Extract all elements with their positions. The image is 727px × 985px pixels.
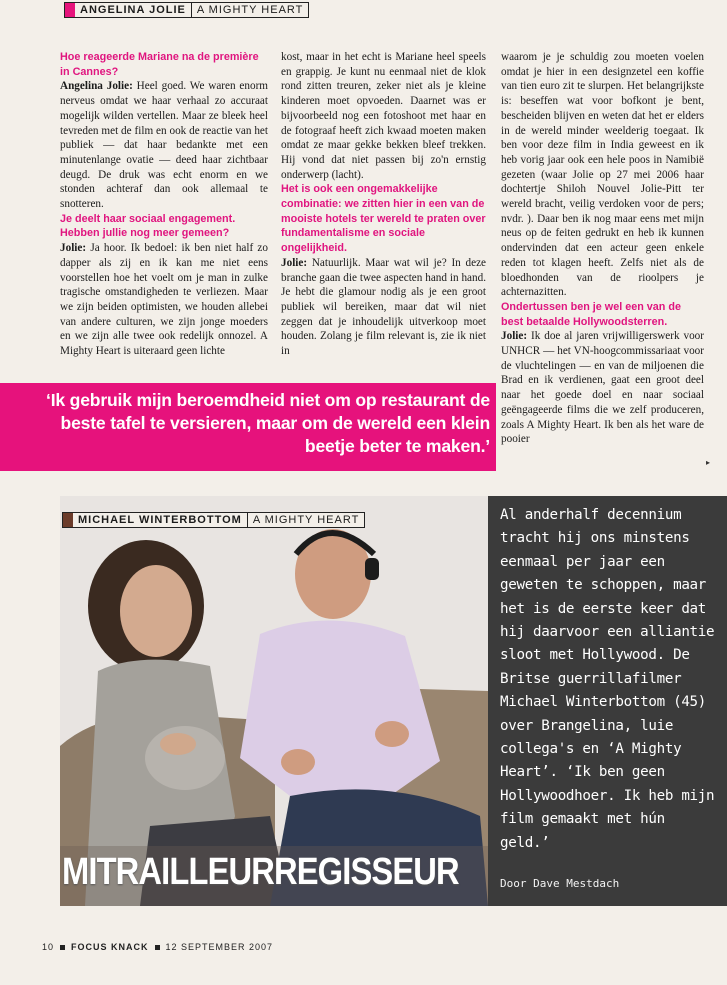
speaker-label: Jolie: [60, 242, 87, 255]
body-paragraph: waarom je je schuldig zou moeten voelen omdat je hier in een designzetel een koffie van tien euro zit te slurpen. Het belangrijkste is: beseffen wat voor bofkont je bent, bescheiden blijven en weten dat het er elders in de wereld minder weelderig toegaat. Ik ben voor deze film in India geweest en ik heb vorig jaar ook een hele poos in Namibië gezeten (waar Jolie op 27 mei 2006 haar dochtertje Shiloh Nouvel Jolie-Pitt ter wereld bracht, veilig verdoken voor de pers; nvdr. ). Daar ben ik nog maar eens met mijn neus op de feiten gedrukt en heb ik kunnen ondervinden dat een acteur geen enkele reden tot klagen heeft. Zelfs niet als de bloedhonden van de rioolpers je achternazitten. [501, 51, 704, 299]
magazine-name: FOCUS KNACK [71, 942, 149, 952]
article-column-3 [501, 50, 704, 447]
interview-question: Ondertussen ben je wel een van de best betaalde Hollywoodsterren. [501, 300, 682, 328]
answer-text: Ik doe al jaren vrijwilligerswerk voor UNHCR — het VN-hoogcommissariaat voor de vluchtelingen — en van de miljoenen die Brad en ik verdienen, gaat een groot deel naar het goede doel en naar sociaal geëngageerde films die we zelf produceren, zoals A Mighty Heart. Ik ben als het ware de pooier [501, 330, 704, 446]
continue-arrow-icon: ▸ [706, 458, 711, 467]
subheader-color-square [63, 513, 73, 527]
interview-answer [501, 329, 704, 447]
photo-illustration [60, 496, 488, 906]
body-paragraph: kost, maar in het echt is Mariane heel speels en grappig. Je kunt nu eenmaal niet de klok rond zitten treuren, zeker niet als je kleine kinderen moet opvoeden. Daarnet was er bijvoorbeeld nog een fotoshoot met haar en de fotograaf heeft zich kwaad moeten maken omdat ze maar gekke bekken bleef trekken. Hij vond dat niet passen bij zo'n ernstig onderwerp (lacht). [281, 51, 486, 181]
subheader-title: A MIGHTY HEART [252, 514, 360, 526]
page-footer [42, 942, 273, 952]
article-headline: MITRAILLEURREGISSEUR [62, 851, 459, 893]
article-column-2 [281, 50, 486, 359]
answer-text: Ja hoor. Ik bedoel: ik ben niet half zo dapper als zij en ik kan me niet eens voorstellen hoe het voelt om je man in zulke tragische omstandigheden te verliezen. Maar we zijn beiden optimisten, we houden allebei van andere culturen, we zijn jonge moeders en we zijn alle twee ook redelijk onnozel. A Mighty Heart is uiteraard geen lichte [60, 242, 268, 358]
interview-header [62, 512, 365, 528]
interview-question: Je deelt haar sociaal engagement. Hebben jullie nog meer gemeen? [60, 212, 236, 240]
speaker-label: Jolie: [281, 256, 308, 269]
interview-answer [60, 79, 268, 211]
header-title: A MIGHTY HEART [196, 4, 304, 16]
interview-photo [60, 496, 488, 906]
pull-quote-text: ‘Ik gebruik mijn beroemdheid niet om op restaurant de beste tafel te versieren, maar om de wereld een klein beetje beter te maken.’ [46, 390, 490, 456]
answer-text: Natuurlijk. Maar wat wil je? In deze branche gaan die twee aspecten hand in hand. Je hebt die glamour nodig als je een groot publiek wil bereiken, maar dat wil niet zeggen dat je inhoudelijk uitverkoop moet houden. Zolang je film relevant is, zie ik niet in [281, 256, 486, 358]
issue-date: 12 SEPTEMBER 2007 [165, 942, 274, 952]
interview-answer [60, 241, 268, 359]
section-header [64, 2, 309, 18]
header-name: ANGELINA JOLIE [75, 3, 192, 17]
pull-quote-box [0, 383, 496, 471]
byline: Door Dave Mestdach [500, 877, 620, 890]
article-column-1 [60, 50, 268, 359]
speaker-label: Angelina Jolie: [60, 80, 133, 93]
intro-text: Al anderhalf decennium tracht hij ons minstens eenmaal per jaar een geweten te schoppen, maar het is de eerste keer dat hij daarvoor een alliantie sloot met Hollywood. De Britse guerrillafilmer Michael Winterbottom (45) over Brangelina, luie collega's en ‘A Mighty Heart’. ‘Ik ben geen Hollywoodhoer. Ik heb mijn film gemaakt met hún geld.’ [500, 507, 715, 851]
interview-question: Hoe reageerde Mariane na de première in Cannes? [60, 51, 259, 78]
page-number: 10 [42, 942, 55, 952]
header-color-square [65, 3, 75, 17]
footer-square-icon [60, 945, 65, 950]
interview-question: Het is ook een ongemakkelijke combinatie: we zitten hier in een van de mooiste hotels ter wereld te praten over fundamentalisme en sociale ongelijkheid. [281, 183, 486, 255]
speaker-label: Jolie: [501, 330, 528, 343]
interview-answer [281, 256, 486, 359]
answer-text: Heel goed. We waren enorm nerveus omdat we haar verhaal zo accuraat mogelijk wilden vertellen. Maar ze bleek heel tevreden met de film en ook de reactie van het publiek — dat haar bedankte met een minutenlange ovatie — deed haar zichtbaar deugd. De druk was echt enorm en we stonden achteraf dan ook allemaal te snotteren. [60, 80, 268, 211]
subheader-name: MICHAEL WINTERBOTTOM [73, 513, 248, 527]
footer-square-icon [155, 945, 160, 950]
